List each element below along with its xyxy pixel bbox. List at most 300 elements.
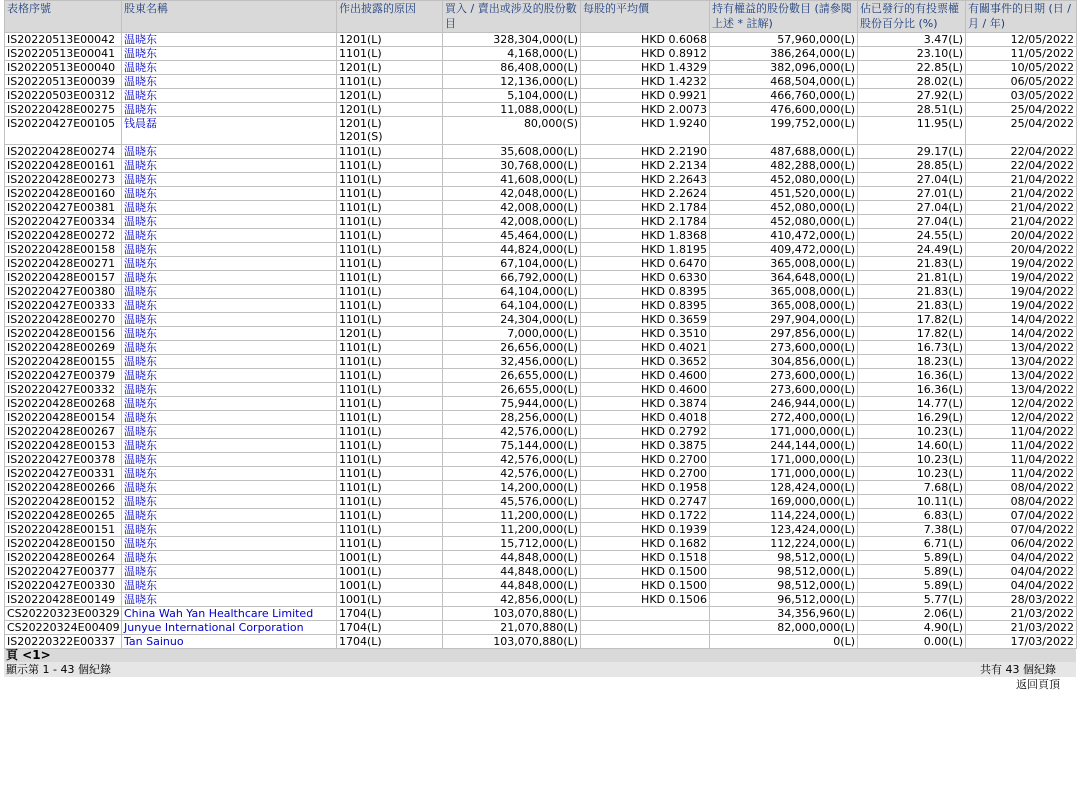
table-row: [5, 551, 1077, 565]
reason-code-cell: 1101(L): [337, 509, 443, 523]
event-date-cell: 20/04/2022: [966, 243, 1077, 257]
form-number-cell[interactable]: IS20220428E00265: [5, 509, 122, 523]
shareholder-name-cell: 温晓东: [122, 33, 337, 47]
shares-held-cell: 128,424,000(L): [710, 481, 858, 495]
reason-code-cell: 1101(L): [337, 229, 443, 243]
reason-code-cell: 1101(L): [337, 187, 443, 201]
shares-held-cell: 386,264,000(L): [710, 47, 858, 61]
table-body: [5, 33, 1077, 649]
avg-price-cell: HKD 2.2624: [581, 187, 710, 201]
reason-code-cell: 1101(L): [337, 467, 443, 481]
avg-price-cell: HKD 1.8368: [581, 229, 710, 243]
shares-traded-cell: 42,856,000(L): [443, 593, 581, 607]
shareholder-name-cell: 温晓东: [122, 467, 337, 481]
table-row: [5, 439, 1077, 453]
percentage-cell: 28.02(L): [858, 75, 966, 89]
form-number-cell[interactable]: IS20220428E00156: [5, 327, 122, 341]
avg-price-cell: HKD 0.1500: [581, 565, 710, 579]
avg-price-cell: HKD 0.8395: [581, 285, 710, 299]
form-number-cell[interactable]: IS20220428E00161: [5, 159, 122, 173]
event-date-cell: 25/04/2022: [966, 117, 1077, 145]
shares-traded-cell: 45,464,000(L): [443, 229, 581, 243]
shares-held-cell: 365,008,000(L): [710, 285, 858, 299]
reason-code-cell: 1101(L): [337, 397, 443, 411]
table-row: [5, 257, 1077, 271]
percentage-cell: 11.95(L): [858, 117, 966, 145]
event-date-cell: 08/04/2022: [966, 481, 1077, 495]
event-date-cell: 21/03/2022: [966, 621, 1077, 635]
shareholder-name-cell: 温晓东: [122, 229, 337, 243]
reason-code-cell: 1101(L): [337, 243, 443, 257]
form-number-cell[interactable]: IS20220322E00337: [5, 635, 122, 649]
shares-held-cell: 410,472,000(L): [710, 229, 858, 243]
form-number-cell[interactable]: IS20220428E00157: [5, 271, 122, 285]
shares-held-cell: 82,000,000(L): [710, 621, 858, 635]
form-number-cell[interactable]: IS20220428E00274: [5, 145, 122, 159]
shareholder-name-cell: 钱晨磊: [122, 117, 337, 145]
reason-code-cell: 1101(L): [337, 257, 443, 271]
form-number-cell[interactable]: IS20220428E00154: [5, 411, 122, 425]
avg-price-cell: HKD 0.3510: [581, 327, 710, 341]
form-number-cell[interactable]: IS20220428E00158: [5, 243, 122, 257]
table-row: [5, 145, 1077, 159]
event-date-cell: 14/04/2022: [966, 327, 1077, 341]
reason-code-cell: 1201(L): [337, 33, 443, 47]
shareholder-name-cell: China Wah Yan Healthcare Limited: [122, 607, 337, 621]
avg-price-cell: HKD 2.1784: [581, 215, 710, 229]
shares-held-cell: 171,000,000(L): [710, 467, 858, 481]
percentage-cell: 21.83(L): [858, 257, 966, 271]
shares-traded-cell: 32,456,000(L): [443, 355, 581, 369]
form-number-cell[interactable]: IS20220428E00264: [5, 551, 122, 565]
shareholder-name-cell: 温晓东: [122, 411, 337, 425]
shares-traded-cell: 26,656,000(L): [443, 341, 581, 355]
percentage-cell: 27.01(L): [858, 187, 966, 201]
event-date-cell: 21/04/2022: [966, 201, 1077, 215]
shareholder-name-cell: 温晓东: [122, 439, 337, 453]
percentage-cell: 24.55(L): [858, 229, 966, 243]
avg-price-cell: HKD 2.0073: [581, 103, 710, 117]
percentage-cell: 3.47(L): [858, 33, 966, 47]
form-number-cell[interactable]: CS20220323E00329: [5, 607, 122, 621]
reason-code-cell: 1001(L): [337, 593, 443, 607]
form-number-cell[interactable]: IS20220428E00153: [5, 439, 122, 453]
form-number-cell[interactable]: IS20220428E00150: [5, 537, 122, 551]
avg-price-cell: HKD 0.4600: [581, 369, 710, 383]
disclosure-table: [4, 0, 1077, 649]
shareholder-name-cell: 温晓东: [122, 481, 337, 495]
form-number-cell[interactable]: IS20220428E00267: [5, 425, 122, 439]
shares-traded-cell: 45,576,000(L): [443, 495, 581, 509]
percentage-cell: 28.85(L): [858, 159, 966, 173]
form-number-cell[interactable]: IS20220428E00268: [5, 397, 122, 411]
shares-traded-cell: 42,576,000(L): [443, 453, 581, 467]
reason-code-cell: 1101(L): [337, 383, 443, 397]
table-row: [5, 299, 1077, 313]
percentage-cell: 23.10(L): [858, 47, 966, 61]
table-row: [5, 103, 1077, 117]
table-row: [5, 117, 1077, 145]
table-row: [5, 509, 1077, 523]
form-number-cell[interactable]: CS20220324E00409: [5, 621, 122, 635]
shareholder-name-cell: 温晓东: [122, 383, 337, 397]
table-row: [5, 593, 1077, 607]
table-row: [5, 481, 1077, 495]
shareholder-name-cell: 温晓东: [122, 551, 337, 565]
event-date-cell: 21/03/2022: [966, 607, 1077, 621]
shareholder-name-cell: 温晓东: [122, 145, 337, 159]
form-number-cell[interactable]: IS20220428E00152: [5, 495, 122, 509]
shares-held-cell: 451,520,000(L): [710, 187, 858, 201]
shareholder-name-cell: 温晓东: [122, 61, 337, 75]
shares-held-cell: 169,000,000(L): [710, 495, 858, 509]
form-number-cell[interactable]: IS20220428E00270: [5, 313, 122, 327]
percentage-cell: 10.23(L): [858, 425, 966, 439]
shares-held-cell: 487,688,000(L): [710, 145, 858, 159]
shares-held-cell: 273,600,000(L): [710, 369, 858, 383]
avg-price-cell: HKD 0.2700: [581, 453, 710, 467]
col-header-shareholder: 股東名稱: [122, 1, 337, 33]
form-number-cell[interactable]: IS20220428E00149: [5, 593, 122, 607]
shares-held-cell: 364,648,000(L): [710, 271, 858, 285]
form-number-cell[interactable]: IS20220427E00377: [5, 565, 122, 579]
reason-code-cell: 1101(L): [337, 523, 443, 537]
percentage-cell: 14.77(L): [858, 397, 966, 411]
table-row: [5, 411, 1077, 425]
avg-price-cell: HKD 1.4329: [581, 61, 710, 75]
event-date-cell: 17/03/2022: [966, 635, 1077, 649]
avg-price-cell: HKD 0.3874: [581, 397, 710, 411]
shares-held-cell: 304,856,000(L): [710, 355, 858, 369]
avg-price-cell: HKD 0.2700: [581, 467, 710, 481]
avg-price-cell: HKD 0.9921: [581, 89, 710, 103]
event-date-cell: 11/04/2022: [966, 467, 1077, 481]
table-row: [5, 425, 1077, 439]
shareholder-name-cell: 温晓东: [122, 215, 337, 229]
form-number-cell[interactable]: IS20220428E00151: [5, 523, 122, 537]
disclosure-page: [4, 0, 1076, 693]
shares-held-cell: 57,960,000(L): [710, 33, 858, 47]
avg-price-cell: HKD 2.1784: [581, 201, 710, 215]
form-number-cell[interactable]: IS20220428E00275: [5, 103, 122, 117]
event-date-cell: 11/04/2022: [966, 439, 1077, 453]
shares-held-cell: 112,224,000(L): [710, 537, 858, 551]
table-row: [5, 89, 1077, 103]
avg-price-cell: HKD 2.2190: [581, 145, 710, 159]
table-row: [5, 271, 1077, 285]
col-header-event-date: 有關事件的日期 (日 / 月 / 年): [966, 1, 1077, 33]
shares-held-cell: 452,080,000(L): [710, 201, 858, 215]
reason-code-cell: 1101(L): [337, 481, 443, 495]
shares-traded-cell: 42,008,000(L): [443, 215, 581, 229]
col-header-avg-price: 每股的平均價: [581, 1, 710, 33]
shares-traded-cell: 28,256,000(L): [443, 411, 581, 425]
table-row: [5, 201, 1077, 215]
shares-traded-cell: 42,576,000(L): [443, 425, 581, 439]
table-row: [5, 33, 1077, 47]
shares-traded-cell: 44,848,000(L): [443, 579, 581, 593]
shares-traded-cell: 30,768,000(L): [443, 159, 581, 173]
event-date-cell: 04/04/2022: [966, 565, 1077, 579]
avg-price-cell: HKD 0.3659: [581, 313, 710, 327]
event-date-cell: 04/04/2022: [966, 551, 1077, 565]
avg-price-cell: HKD 0.1722: [581, 509, 710, 523]
shares-held-cell: 244,144,000(L): [710, 439, 858, 453]
event-date-cell: 19/04/2022: [966, 299, 1077, 313]
col-header-form-no: 表格序號: [5, 1, 122, 33]
event-date-cell: 14/04/2022: [966, 313, 1077, 327]
shares-traded-cell: 67,104,000(L): [443, 257, 581, 271]
shareholder-name-cell: 温晓东: [122, 271, 337, 285]
form-number-cell[interactable]: IS20220428E00273: [5, 173, 122, 187]
shareholder-name-cell: 温晓东: [122, 313, 337, 327]
shares-traded-cell: 26,655,000(L): [443, 383, 581, 397]
percentage-cell: 16.73(L): [858, 341, 966, 355]
avg-price-cell: HKD 0.1958: [581, 481, 710, 495]
reason-code-line: 1201(S): [339, 130, 383, 143]
event-date-cell: 07/04/2022: [966, 523, 1077, 537]
shareholder-name-cell: 温晓东: [122, 523, 337, 537]
shares-traded-cell: 15,712,000(L): [443, 537, 581, 551]
table-row: [5, 579, 1077, 593]
shares-traded-cell: 12,136,000(L): [443, 75, 581, 89]
percentage-cell: 18.23(L): [858, 355, 966, 369]
percentage-cell: 5.77(L): [858, 593, 966, 607]
shares-held-cell: 98,512,000(L): [710, 565, 858, 579]
avg-price-cell: HKD 0.1682: [581, 537, 710, 551]
record-footer: [4, 662, 1076, 677]
event-date-cell: 13/04/2022: [966, 355, 1077, 369]
table-row: [5, 243, 1077, 257]
table-row: [5, 285, 1077, 299]
form-number-cell[interactable]: IS20220428E00271: [5, 257, 122, 271]
form-number-cell[interactable]: IS20220428E00269: [5, 341, 122, 355]
percentage-cell: 7.68(L): [858, 481, 966, 495]
form-number-cell[interactable]: IS20220427E00334: [5, 215, 122, 229]
percentage-cell: 4.90(L): [858, 621, 966, 635]
avg-price-cell: HKD 0.3875: [581, 439, 710, 453]
form-number-cell[interactable]: IS20220427E00381: [5, 201, 122, 215]
shares-held-cell: 273,600,000(L): [710, 341, 858, 355]
table-row: [5, 607, 1077, 621]
shares-held-cell: 452,080,000(L): [710, 173, 858, 187]
form-number-cell[interactable]: IS20220428E00266: [5, 481, 122, 495]
reason-code-cell: 1101(L): [337, 173, 443, 187]
shareholder-name-cell: 温晓东: [122, 201, 337, 215]
shares-held-cell: 171,000,000(L): [710, 453, 858, 467]
table-row: [5, 537, 1077, 551]
event-date-cell: 12/04/2022: [966, 411, 1077, 425]
form-number-cell[interactable]: IS20220427E00330: [5, 579, 122, 593]
form-number-cell[interactable]: IS20220513E00041: [5, 47, 122, 61]
form-number-cell[interactable]: IS20220427E00333: [5, 299, 122, 313]
shares-held-cell: 98,512,000(L): [710, 579, 858, 593]
percentage-cell: 21.83(L): [858, 285, 966, 299]
percentage-cell: 6.71(L): [858, 537, 966, 551]
back-to-top-link[interactable]: 返回頁頂: [1016, 678, 1060, 691]
shares-held-cell: 468,504,000(L): [710, 75, 858, 89]
table-row: [5, 635, 1077, 649]
reason-code-cell: 1101(L): [337, 201, 443, 215]
reason-code-cell: 1101(L): [337, 285, 443, 299]
table-row: [5, 397, 1077, 411]
shares-traded-cell: 11,088,000(L): [443, 103, 581, 117]
form-number-cell[interactable]: IS20220427E00380: [5, 285, 122, 299]
records-total-text: 共有 43 個紀錄: [980, 663, 1056, 676]
percentage-cell: 7.38(L): [858, 523, 966, 537]
avg-price-cell: HKD 2.2134: [581, 159, 710, 173]
form-number-cell[interactable]: IS20220427E00379: [5, 369, 122, 383]
shareholder-name-cell: 温晓东: [122, 579, 337, 593]
reason-code-cell: 1101(L): [337, 75, 443, 89]
form-number-cell[interactable]: IS20220427E00105: [5, 117, 122, 145]
shares-held-cell: 171,000,000(L): [710, 425, 858, 439]
table-row: [5, 495, 1077, 509]
avg-price-cell: [581, 621, 710, 635]
shareholder-name-cell: 温晓东: [122, 103, 337, 117]
table-row: [5, 341, 1077, 355]
reason-code-cell: 1101(L): [337, 369, 443, 383]
shares-traded-cell: 11,200,000(L): [443, 523, 581, 537]
event-date-cell: 11/05/2022: [966, 47, 1077, 61]
shares-traded-cell: 24,304,000(L): [443, 313, 581, 327]
form-number-cell[interactable]: IS20220427E00332: [5, 383, 122, 397]
form-number-cell[interactable]: IS20220428E00160: [5, 187, 122, 201]
table-row: [5, 313, 1077, 327]
avg-price-cell: HKD 0.1939: [581, 523, 710, 537]
shareholder-name-cell: 温晓东: [122, 327, 337, 341]
form-number-cell[interactable]: IS20220427E00378: [5, 453, 122, 467]
event-date-cell: 06/05/2022: [966, 75, 1077, 89]
avg-price-cell: HKD 0.1506: [581, 593, 710, 607]
table-row: [5, 523, 1077, 537]
shares-held-cell: 273,600,000(L): [710, 383, 858, 397]
avg-price-cell: [581, 635, 710, 649]
avg-price-cell: HKD 1.9240: [581, 117, 710, 145]
percentage-cell: 5.89(L): [858, 551, 966, 565]
shareholder-name-cell: 温晓东: [122, 159, 337, 173]
event-date-cell: 06/04/2022: [966, 537, 1077, 551]
event-date-cell: 10/05/2022: [966, 61, 1077, 75]
avg-price-cell: HKD 2.2643: [581, 173, 710, 187]
reason-code-cell: 1201(L): [337, 89, 443, 103]
table-row: [5, 621, 1077, 635]
shares-traded-cell: 11,200,000(L): [443, 509, 581, 523]
reason-code-cell: 1101(L): [337, 215, 443, 229]
shares-held-cell: 114,224,000(L): [710, 509, 858, 523]
shares-traded-cell: 44,848,000(L): [443, 565, 581, 579]
shares-traded-cell: 86,408,000(L): [443, 61, 581, 75]
shares-traded-cell: 41,608,000(L): [443, 173, 581, 187]
shareholder-name-cell: 温晓东: [122, 495, 337, 509]
table-row: [5, 383, 1077, 397]
shareholder-name-cell: 温晓东: [122, 397, 337, 411]
table-row: [5, 187, 1077, 201]
form-number-cell[interactable]: IS20220428E00272: [5, 229, 122, 243]
percentage-cell: 14.60(L): [858, 439, 966, 453]
shares-traded-cell: 44,824,000(L): [443, 243, 581, 257]
event-date-cell: 07/04/2022: [966, 509, 1077, 523]
pagination-label[interactable]: 頁 <1>: [6, 648, 51, 662]
shares-held-cell: 0(L): [710, 635, 858, 649]
reason-code-cell: 1704(L): [337, 607, 443, 621]
percentage-cell: 0.00(L): [858, 635, 966, 649]
percentage-cell: 27.04(L): [858, 173, 966, 187]
shares-traded-cell: 14,200,000(L): [443, 481, 581, 495]
shares-traded-cell: 35,608,000(L): [443, 145, 581, 159]
reason-code-cell: 1001(L): [337, 565, 443, 579]
avg-price-cell: HKD 0.6470: [581, 257, 710, 271]
table-row: [5, 47, 1077, 61]
shares-held-cell: 409,472,000(L): [710, 243, 858, 257]
col-header-shares-held: 持有權益的股份數目 (請參閱上述 * 註解): [710, 1, 858, 33]
form-number-cell[interactable]: IS20220503E00312: [5, 89, 122, 103]
shares-traded-cell: 75,144,000(L): [443, 439, 581, 453]
shareholder-name-cell: Tan Sainuo: [122, 635, 337, 649]
form-number-cell[interactable]: IS20220427E00331: [5, 467, 122, 481]
form-number-cell[interactable]: IS20220513E00040: [5, 61, 122, 75]
event-date-cell: 13/04/2022: [966, 383, 1077, 397]
shares-traded-cell: 103,070,880(L): [443, 635, 581, 649]
reason-code-cell: 1201(L): [337, 327, 443, 341]
avg-price-cell: HKD 0.4018: [581, 411, 710, 425]
pagination: [4, 649, 1076, 662]
reason-code-cell: 1101(L): [337, 271, 443, 285]
shares-held-cell: 476,600,000(L): [710, 103, 858, 117]
percentage-cell: 10.11(L): [858, 495, 966, 509]
percentage-cell: 27.04(L): [858, 215, 966, 229]
reason-code-cell: 1101(L): [337, 313, 443, 327]
shares-held-cell: 382,096,000(L): [710, 61, 858, 75]
shareholder-name-cell: 温晓东: [122, 89, 337, 103]
reason-code-cell: 1101(L): [337, 299, 443, 313]
shares-traded-cell: 4,168,000(L): [443, 47, 581, 61]
table-row: [5, 453, 1077, 467]
avg-price-cell: [581, 607, 710, 621]
back-to-top-row: [4, 677, 1076, 693]
records-shown-text: 顯示第 1 - 43 個紀錄: [6, 663, 111, 676]
avg-price-cell: HKD 0.2792: [581, 425, 710, 439]
shareholder-name-cell: 温晓东: [122, 299, 337, 313]
shares-held-cell: 96,512,000(L): [710, 593, 858, 607]
shareholder-name-cell: 温晓东: [122, 537, 337, 551]
avg-price-cell: HKD 0.1500: [581, 579, 710, 593]
percentage-cell: 27.04(L): [858, 201, 966, 215]
event-date-cell: 19/04/2022: [966, 285, 1077, 299]
shareholder-name-cell: 温晓东: [122, 593, 337, 607]
shares-traded-cell: 328,304,000(L): [443, 33, 581, 47]
table-header-row: [5, 1, 1077, 33]
form-number-cell[interactable]: IS20220513E00039: [5, 75, 122, 89]
shares-held-cell: 297,856,000(L): [710, 327, 858, 341]
table-row: [5, 327, 1077, 341]
form-number-cell[interactable]: IS20220428E00155: [5, 355, 122, 369]
reason-code-cell: 1101(L): [337, 159, 443, 173]
event-date-cell: 22/04/2022: [966, 145, 1077, 159]
event-date-cell: 21/04/2022: [966, 215, 1077, 229]
shares-traded-cell: 44,848,000(L): [443, 551, 581, 565]
shareholder-name-cell: 温晓东: [122, 341, 337, 355]
form-number-cell[interactable]: IS20220513E00042: [5, 33, 122, 47]
event-date-cell: 19/04/2022: [966, 271, 1077, 285]
table-row: [5, 565, 1077, 579]
event-date-cell: 25/04/2022: [966, 103, 1077, 117]
reason-code-cell: [337, 117, 443, 145]
col-header-reason: 作出披露的原因: [337, 1, 443, 33]
shares-traded-cell: 26,655,000(L): [443, 369, 581, 383]
col-header-percentage: 佔已發行的有投票權股份百分比 (%): [858, 1, 966, 33]
reason-code-cell: 1704(L): [337, 635, 443, 649]
